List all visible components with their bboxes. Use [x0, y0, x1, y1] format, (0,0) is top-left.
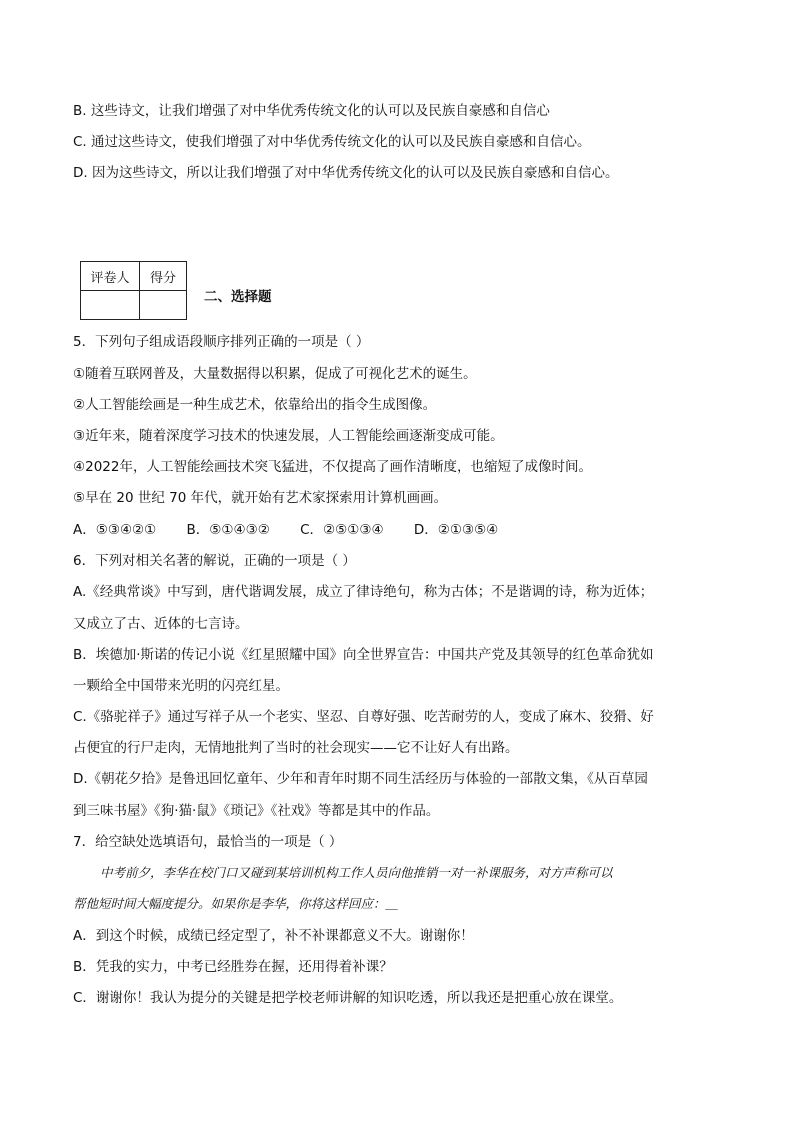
- q7-option-a: A．到这个时候，成绩已经定型了，补不补课都意义不大。谢谢你！: [73, 928, 474, 944]
- q6-line-1: A.《经典常谈》中写到，唐代谐调发展，成立了律诗绝句，称为古体；不是谐调的诗，称为近体；: [73, 584, 654, 600]
- q4-option-b: B. 这些诗文，让我们增强了对中华优秀传统文化的认可以及民族自豪感和自信心: [73, 103, 550, 119]
- q6-line-6: 占便宜的行尸走肉，无情地批判了当时的社会现实——它不让好人有出路。: [73, 740, 519, 756]
- score-label: 得分: [140, 262, 187, 291]
- section-title: 二、选择题: [204, 289, 272, 305]
- q6-line-5: C.《骆驼祥子》通过写祥子从一个老实、坚忍、自尊好强、吃苦耐劳的人，变成了麻木、狡猾、好: [73, 709, 654, 725]
- q5-choice-b: B．⑤①④③②: [186, 522, 270, 538]
- q5-sentence-5: ⑤早在 20 世纪 70 年代，就开始有艺术家探索用计算机画画。: [73, 490, 448, 506]
- q5-choices: [73, 520, 498, 540]
- grader-cell: [81, 291, 140, 320]
- grader-score-table: [80, 261, 187, 320]
- q6-line-8: 到三味书屋》《狗·猫·鼠》《琐记》《社戏》等都是其中的作品。: [73, 803, 440, 819]
- q5-sentence-2: ②人工智能绘画是一种生成艺术，依靠给出的指令生成图像。: [73, 397, 437, 413]
- q7-stem: 7．给空缺处选填语句，最恰当的一项是（ ）: [73, 834, 343, 850]
- q5-sentence-1: ①随着互联网普及，大量数据得以积累，促成了可视化艺术的诞生。: [73, 366, 477, 382]
- score-cell: [140, 291, 187, 320]
- q6-line-4: 一颗给全中国带来光明的闪亮红星。: [73, 678, 289, 694]
- q5-choice-c: C．②⑤①③④: [300, 522, 384, 538]
- q4-option-d: D. 因为这些诗文，所以让我们增强了对中华优秀传统文化的认可以及民族自豪感和自信心。: [73, 165, 619, 181]
- q7-option-b: B．凭我的实力，中考已经胜券在握，还用得着补课？: [73, 959, 393, 975]
- q6-line-2: 又成立了古、近体的七言诗。: [73, 616, 249, 632]
- q6-stem: 6．下列对相关名著的解说，正确的一项是（ ）: [73, 553, 356, 569]
- q6-line-7: D.《朝花夕拾》是鲁迅回忆童年、少年和青年时期不同生活经历与体验的一部散文集，《从百草园: [73, 771, 648, 787]
- q7-passage-line-2: 帮他短时间大幅度提分。如果你是李华，你将这样回应：＿: [73, 896, 399, 911]
- q7-option-c: C．谢谢你！我认为提分的关键是把学校老师讲解的知识吃透，所以我还是把重心放在课堂。: [73, 990, 623, 1006]
- q4-option-c: C. 通过这些诗文，使我们增强了对中华优秀传统文化的认可以及民族自豪感和自信心。: [73, 134, 591, 150]
- grader-label: 评卷人: [81, 262, 140, 291]
- q5-stem: 5．下列句子组成语段顺序排列正确的一项是（ ）: [73, 334, 370, 350]
- q6-line-3: B．埃德加·斯诺的传记小说《红星照耀中国》向全世界宣告：中国共产党及其领导的红色革命犹如: [73, 647, 654, 663]
- q5-choice-a: A．⑤③④②①: [73, 522, 157, 538]
- q5-sentence-4: ④2022年，人工智能绘画技术突飞猛进，不仅提高了画作清晰度，也缩短了成像时间。: [73, 459, 592, 475]
- q5-choice-d: D．②①③⑤④: [413, 522, 499, 538]
- q7-passage-line-1: 中考前夕，李华在校门口又碰到某培训机构工作人员向他推销一对一补课服务，对方声称可以: [100, 865, 613, 880]
- q5-sentence-3: ③近年来，随着深度学习技术的快速发展，人工智能绘画逐渐变成可能。: [73, 428, 504, 444]
